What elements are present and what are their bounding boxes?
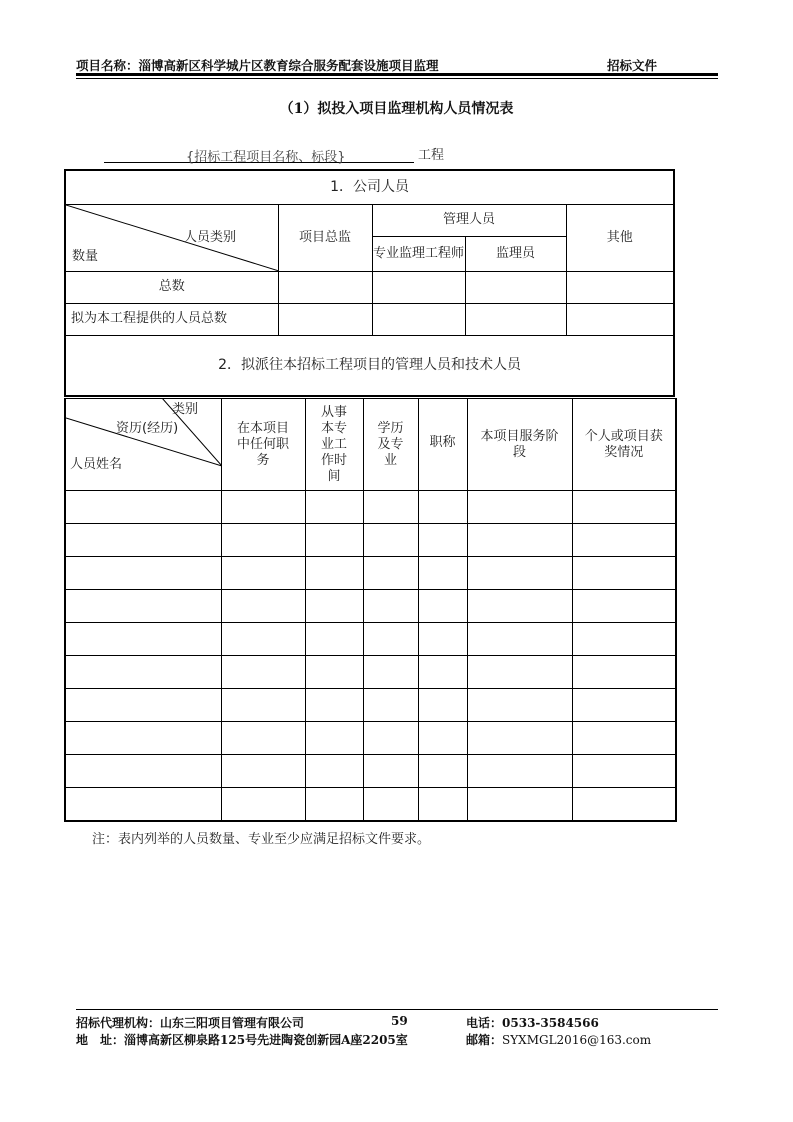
footer-address [76,1031,408,1048]
table-cell [305,722,363,755]
table-cell [65,590,221,623]
doc-type: 招标文件 [607,58,658,73]
table-cell [363,788,418,821]
table-cell [221,689,305,722]
col-awards: 个人或项目获奖情况 [572,399,676,491]
table-cell [418,623,467,656]
col-supervisor: 监理员 [465,236,566,271]
diag-label-experience: 资历(经历) [116,421,179,436]
agency-name: 山东三阳项目管理有限公司 [160,1016,305,1030]
table-cell [467,755,572,788]
table-cell [418,557,467,590]
col-position: 在本项目中任何职务 [221,399,305,491]
diag-label-category: 类别 [172,402,199,417]
col-director: 项目总监 [278,204,372,271]
page-title: （1）拟投入项目监理机构人员情况表 [279,101,514,117]
assigned-staff-table [64,398,677,822]
table-cell [418,689,467,722]
table-cell [363,557,418,590]
table-cell [305,590,363,623]
agency-label: 招标代理机构： [76,1016,161,1030]
address-label: 地 址： [76,1033,125,1047]
table-cell [221,623,305,656]
table-cell [221,590,305,623]
table-cell [305,656,363,689]
header-rule-thin [76,78,718,79]
table-cell [572,689,676,722]
table-cell [221,755,305,788]
phone-label: 电话： [466,1016,503,1030]
project-suffix: 工程 [418,148,445,163]
email-address: SYXMGL2016@163.com [502,1033,652,1047]
table-cell [305,557,363,590]
header-rule-thick [76,73,718,76]
table-cell [363,755,418,788]
table-cell [572,590,676,623]
table-cell [467,689,572,722]
table-cell [566,271,674,303]
table-cell [363,491,418,524]
table-cell [467,788,572,821]
page-header [76,56,718,74]
table-cell [467,524,572,557]
table-cell [65,623,221,656]
table-cell [572,755,676,788]
footer-rule [76,1009,718,1010]
table-cell [305,623,363,656]
table-cell [465,271,566,303]
project-placeholder: {招标工程项目名称、标段} [186,150,346,165]
diagonal-lines [66,398,222,490]
table-cell [572,524,676,557]
table-cell [465,303,566,335]
table-cell [418,722,467,755]
table-cell [418,788,467,821]
table-cell [278,303,372,335]
table-cell [467,590,572,623]
table-cell [65,557,221,590]
diag-label-quantity: 数量 [72,248,99,264]
table-cell [572,557,676,590]
project-name: 项目名称：淄博高新区科学城片区教育综合服务配套设施项目监理 [76,58,439,73]
table-cell [418,524,467,557]
diagonal-header-cell-2 [65,399,221,491]
table-cell [65,755,221,788]
table-cell [572,491,676,524]
table-cell [363,689,418,722]
table-cell [278,271,372,303]
address-text: 淄博高新区柳泉路125号先进陶瓷创新园A座2205室 [124,1033,408,1047]
table-cell [372,303,465,335]
project-blank [104,148,414,163]
table-cell [418,755,467,788]
table-cell [221,722,305,755]
page-number: 59 [391,1014,408,1028]
table-cell [572,623,676,656]
table-cell [65,491,221,524]
company-staff-table [64,169,675,397]
table-cell [572,656,676,689]
col-years: 从事本专业工作时间 [305,399,363,491]
table-cell [305,755,363,788]
table-cell [467,656,572,689]
table-cell [572,722,676,755]
table-cell [305,689,363,722]
table-cell [418,656,467,689]
col-education: 学历及专业 [363,399,418,491]
diag-label-name: 人员姓名 [70,457,123,472]
table-cell [305,491,363,524]
section-company-staff: 1．公司人员 [65,170,674,204]
table-cell [372,271,465,303]
table-cell [363,623,418,656]
col-specialist: 专业监理工程师 [372,236,465,271]
table-cell [467,557,572,590]
footer-email [466,1031,651,1048]
footer-agency [76,1014,304,1031]
table-cell [65,524,221,557]
diagonal-header-cell [65,204,278,271]
row-provided-label: 拟为本工程提供的人员总数 [65,303,278,335]
project-line [104,144,444,163]
table-cell [221,524,305,557]
table-cell [363,722,418,755]
table-cell [418,491,467,524]
email-label: 邮箱： [466,1033,503,1047]
table-cell [566,303,674,335]
table-cell [467,722,572,755]
section-assigned-staff: 2．拟派往本招标工程项目的管理人员和技术人员 [65,335,674,396]
col-stage: 本项目服务阶段 [467,399,572,491]
table-cell [467,623,572,656]
table-cell [221,788,305,821]
table-cell [221,557,305,590]
table-cell [305,524,363,557]
table-cell [65,689,221,722]
row-total-label: 总数 [65,271,278,303]
col-other: 其他 [566,204,674,271]
col-title: 职称 [418,399,467,491]
table-cell [572,788,676,821]
table-cell [418,590,467,623]
table-cell [305,788,363,821]
table-cell [363,656,418,689]
footer-phone [466,1014,599,1031]
table-cell [65,656,221,689]
table-cell [221,491,305,524]
table-cell [363,524,418,557]
diag-label-category: 人员类别 [184,229,237,245]
table-note: 注：表内列举的人员数量、专业至少应满足招标文件要求。 [92,832,431,847]
table-cell [221,656,305,689]
table-cell [467,491,572,524]
table-cell [363,590,418,623]
table-cell [65,788,221,821]
col-management: 管理人员 [372,204,566,236]
phone-number: 0533-3584566 [502,1016,599,1030]
table-cell [65,722,221,755]
